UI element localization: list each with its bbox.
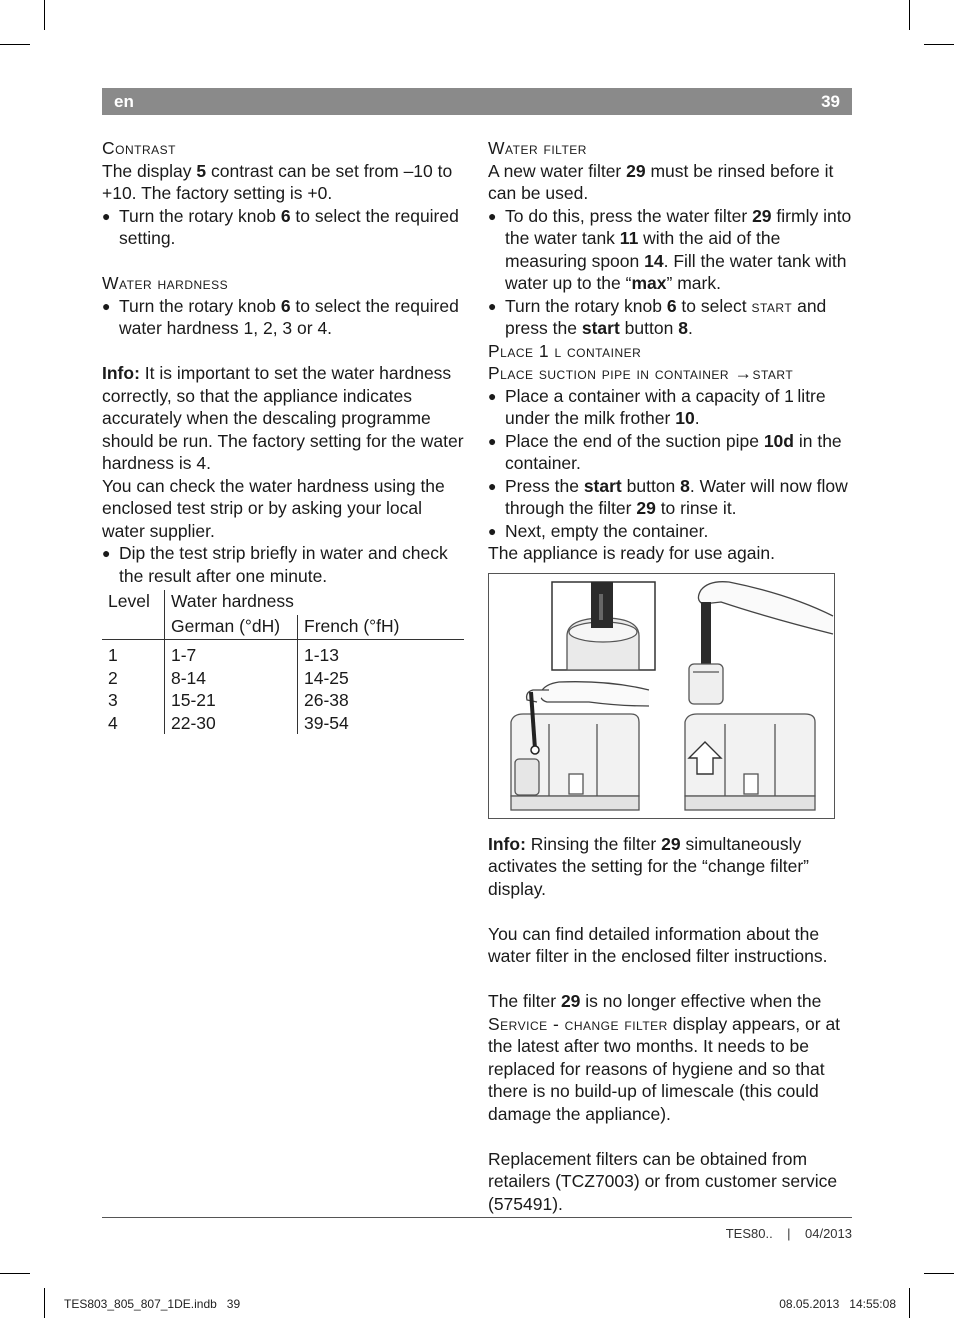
slug-time: 08.05.2013 14:55:08 [779, 1297, 896, 1311]
dip-bullet: ● Dip the test strip briefly in water and check the result after one minute. [102, 542, 464, 587]
display-text-place-container: Place 1 l container [488, 340, 642, 361]
filter-bullet-knob: ● Turn the rotary knob 6 to select start and press the start button 8. [488, 295, 853, 340]
filter-detail-inset [552, 582, 655, 670]
slug-file: TES803_805_807_1DE.indb 39 [64, 1297, 241, 1311]
crop-mark [924, 1273, 954, 1274]
contrast-bullet: ● Turn the rotary knob 6 to select the required setting. [102, 205, 464, 250]
footer-date: 04/2013 [805, 1226, 852, 1241]
filter-bullet-empty: ● Next, empty the container. [488, 520, 853, 543]
filter-bullet-pipe: ● Place the end of the suction pipe 10d in the container. [488, 430, 853, 475]
crop-mark [44, 1288, 45, 1318]
table-row: 2 8-14 14-25 [102, 667, 464, 690]
ready-text: The appliance is ready for use again. [488, 543, 775, 563]
water-hardness-heading: Water hardness [102, 273, 229, 293]
crop-mark [44, 0, 45, 30]
crop-mark [909, 1288, 910, 1318]
water-filter-cartridge [689, 664, 723, 704]
crop-mark [924, 44, 954, 45]
filter-intro: A new water filter 29 must be rinsed before it can be used. [488, 160, 834, 203]
display-text-place-pipe: Place suction pipe in container →start [488, 363, 794, 383]
crop-mark [0, 44, 30, 45]
page-number: 39 [821, 92, 840, 111]
filter-illustration [488, 573, 835, 819]
hardness-bullet: ● Turn the rotary knob 6 to select the required water hardness 1, 2, 3 or 4. [102, 295, 464, 340]
hand-right [698, 581, 833, 633]
filter-bullet-press: ● To do this, press the water filter 29 firmly into the water tank 11 with the aid of the measuring spoon 14. Fill the water tank with water up to the “max” mark. [488, 205, 853, 295]
filter-bullet-container: ● Place a container with a capacity of 1 litre under the milk frother 10. [488, 385, 853, 430]
water-filter-heading: Water filter [488, 138, 587, 158]
info-paragraph: Info: It is important to set the water hardness correctly, so that the appliance indicates accurately when the descaling programme should be run. The factory setting for the water hardness is 4. [102, 363, 464, 473]
col-german-header: German (°dH) [165, 615, 298, 640]
table-row: 1 1-7 1-13 [102, 640, 464, 667]
hand-left [527, 681, 649, 705]
detail-paragraph: You can find detailed information about the water filter in the enclosed filter instructions. [488, 923, 828, 966]
contrast-heading: Contrast [102, 138, 176, 158]
footer-divider [102, 1217, 852, 1218]
col-level-header: Level [108, 591, 150, 611]
hardness-table [102, 590, 464, 734]
col-french-header: French (°fH) [298, 615, 465, 640]
contrast-paragraph: The display 5 contrast can be set from –10 to +10. The factory setting is +0. [102, 160, 453, 203]
info2-paragraph: Info: Rinsing the filter 29 simultaneously activates the setting for the “change filter” display. [488, 833, 809, 899]
table-row: 4 22-30 39-54 [102, 712, 464, 735]
water-tank-left [511, 714, 639, 810]
filter-bullet-start: ● Press the start button 8. Water will now flow through the filter 29 to rinse it. [488, 475, 853, 520]
crop-mark [0, 1273, 30, 1274]
crop-mark [909, 0, 910, 30]
col-hardness-header: Water hardness [165, 590, 465, 615]
page-header [102, 88, 852, 115]
footer-model: TES80.. [725, 1226, 773, 1241]
left-column [102, 137, 464, 734]
footer-info [726, 1223, 852, 1246]
language-label: en [114, 92, 134, 111]
replacement-paragraph: Replacement filters can be obtained from retailers (TCZ7003) or from customer service (575491). [488, 1148, 838, 1214]
right-column [488, 137, 853, 1215]
footer-separator: | [787, 1226, 791, 1241]
check-paragraph: You can check the water hardness using the enclosed test strip or by asking your local water supplier. [102, 475, 445, 541]
no-longer-effective-paragraph: The filter 29 is no longer effective when the Service - change filter display appears, or at the latest after two months. It needs to be replaced for reasons of hygiene and so that there is no build-up of limescale (this could damage the appliance). [488, 991, 841, 1124]
table-row: 3 15-21 26-38 [102, 689, 464, 712]
